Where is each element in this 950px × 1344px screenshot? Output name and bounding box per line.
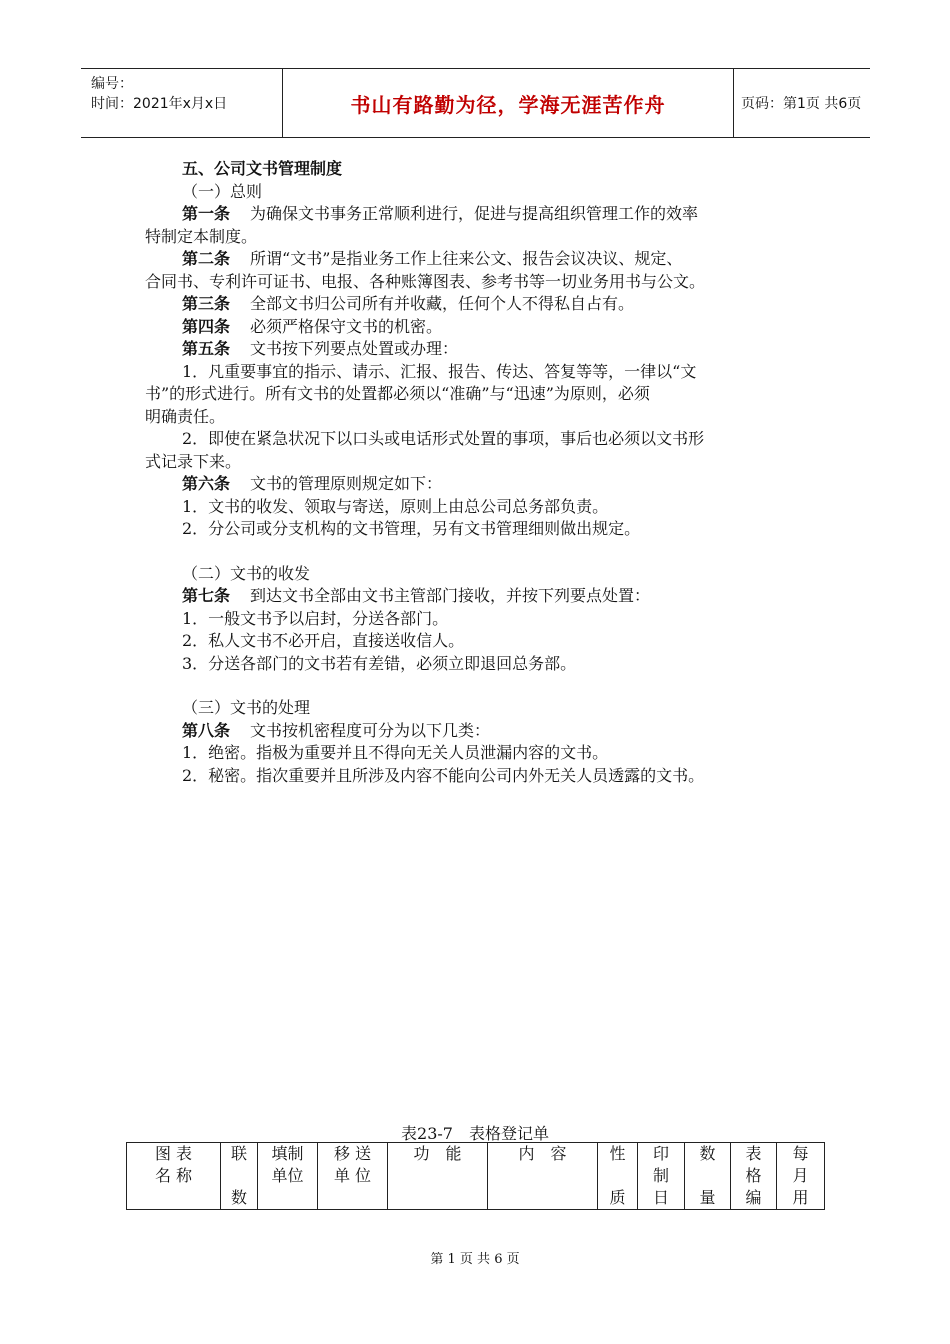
article-text: 文书的管理原则规定如下： [250,474,443,493]
article-label: 第一条 [182,204,231,223]
header-motto: 书山有路勤为径，学海无涯苦作舟 [282,69,734,137]
article-6 [145,473,815,496]
header-cell-content: 内 容 [488,1143,598,1210]
section-heading-processing: （三）文书的处理 [182,698,311,717]
header-cell-chart-name: 图 表 名 称 [127,1143,221,1210]
header-cell-transfer-unit: 移 送 单 位 [318,1143,388,1210]
list-item: 3．分送各部门的文书若有差错，必须立即退回总务部。 [182,653,577,673]
form-register-table [126,1142,825,1210]
article-2 [145,248,815,271]
article-text: 到达文书全部由文书主管部门接收，并按下列要点处置： [250,586,651,605]
header-cell-prepared-by: 填制 单位 [258,1143,318,1210]
article-label: 第六条 [182,474,231,493]
article-1 [145,203,815,226]
article-label: 第七条 [182,586,231,605]
header-cell-form-number: 表格编 [731,1143,777,1210]
header-cell-monthly-usage: 每月用 [777,1143,825,1210]
article-5 [145,338,815,361]
table-caption: 表23-7 表格登记单 [401,1124,549,1143]
article-label: 第五条 [182,339,231,358]
list-item-cont: 式记录下来。 [145,451,242,471]
header-cell-nature: 性 质 [598,1143,638,1210]
document-title: 五、公司文书管理制度 [182,159,343,178]
article-text: 为确保文书事务正常顺利进行，促进与提高组织管理工作的效率 [250,204,699,223]
section-heading-receipt: （二）文书的收发 [182,563,311,583]
header-cell-quantity: 数 量 [685,1143,731,1210]
article-8 [145,720,815,743]
article-1-cont: 特制定本制度。 [145,226,258,246]
table-header-row [127,1143,825,1210]
article-text: 所谓“文书”是指业务工作上往来公文、报告会议决议、规定、 [250,249,683,268]
section-heading-general: （一）总则 [182,181,263,201]
article-7 [145,585,815,608]
article-2-cont: 合同书、专利许可证书、电报、各种账簿图表、参考书等一切业务用书与公文。 [145,271,706,291]
article-text: 必须严格保守文书的机密。 [250,316,443,336]
page-header [81,68,870,138]
header-cell-function: 功 能 [388,1143,488,1210]
article-text: 全部文书归公司所有并收藏，任何个人不得私自占有。 [250,294,635,313]
article-4 [145,316,815,339]
article-label: 第三条 [182,294,231,313]
list-item: 2．秘密。指次重要并且所涉及内容不能向公司内外无关人员透露的文书。 [182,765,705,785]
list-item-cont: 明确责任。 [145,406,226,426]
article-text: 文书按下列要点处置或办理： [250,339,459,358]
page-footer: 第 1 页 共 6 页 [430,1252,520,1267]
article-text: 文书按机密程度可分为以下几类： [250,720,491,740]
header-page-number: 页码：第1页 共6页 [741,96,862,112]
article-label: 第二条 [182,249,231,268]
list-item-cont: 书”的形式进行。所有文书的处置都必须以“准确”与“迅速”为原则，必须 [145,384,650,403]
list-item: 1．凡重要事宜的指示、请示、汇报、报告、传达、答复等等，一律以“文 [182,361,697,381]
header-meta [81,69,281,137]
header-cell-copies: 联 数 [221,1143,258,1210]
header-cell-print-date: 印制日 [638,1143,685,1210]
document-body [145,158,815,787]
list-item: 2．私人文书不必开启，直接送收信人。 [182,631,465,650]
list-item: 1．文书的收发、领取与寄送，原则上由总公司总务部负责。 [182,496,609,516]
article-label: 第四条 [182,316,231,336]
list-item: 1．一般文书予以启封，分送各部门。 [182,608,449,628]
number-label: 编号： [91,76,133,92]
article-3 [145,293,815,316]
time-label: 时间：2021年x月x日 [91,96,228,112]
list-item: 1．绝密。指极为重要并且不得向无关人员泄漏内容的文书。 [182,743,609,762]
list-item: 2．分公司或分支机构的文书管理，另有文书管理细则做出规定。 [182,519,641,538]
article-label: 第八条 [182,720,231,740]
list-item: 2．即使在紧急状况下以口头或电话形式处置的事项，事后也必须以文书形 [182,429,705,448]
